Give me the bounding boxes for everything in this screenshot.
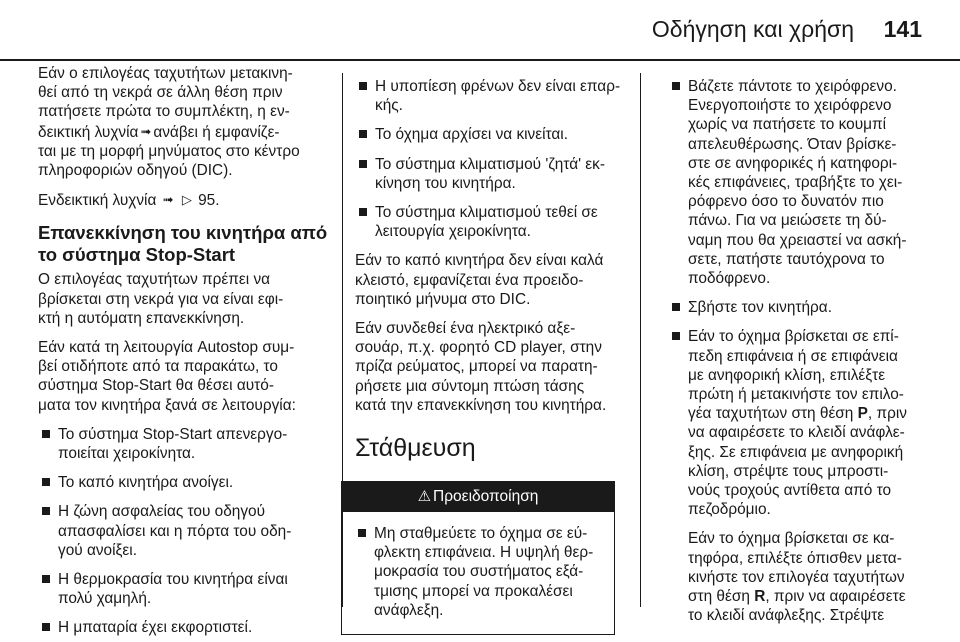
- text-line: στε σε ανηφορικές ή κατηφορι-: [688, 154, 898, 172]
- warning-body: [342, 512, 614, 634]
- bullet-item: [38, 473, 328, 492]
- text-line: Μη σταθμεύετε το όχημα σε εύ-: [374, 525, 588, 543]
- text-line: κίνηση του κινητήρα.: [375, 174, 516, 192]
- gear-position-r: R: [754, 588, 766, 606]
- text-line: ρήσετε μια σύντομη πτώση τάσης: [355, 377, 585, 395]
- text-fragment: δεικτική λυχνία: [38, 123, 139, 141]
- text-fragment: ανάβει ή εμφανίζε-: [153, 123, 280, 141]
- bullet-marker: [42, 623, 50, 631]
- text-line: λειτουργία χειροκίνητα.: [375, 223, 531, 241]
- paragraph: [38, 270, 328, 328]
- paragraph: [355, 319, 627, 415]
- bullet-item: [355, 203, 627, 241]
- text-line: ποιητικό μήνυμα στο DIC.: [355, 290, 531, 308]
- text-line: Το σύστημα κλιματισμού 'ζητά' εκ-: [375, 155, 605, 173]
- text-line: Το καπό κινητήρα ανοίγει.: [58, 474, 234, 492]
- bullet-marker: [359, 160, 367, 168]
- text-line: ρόφρενο όσο το δυνατόν πιο: [688, 193, 884, 211]
- bullet-marker: [42, 430, 50, 438]
- text-line: κής.: [375, 97, 403, 115]
- bullet-item: [355, 77, 627, 115]
- bullet-item: [668, 327, 930, 519]
- bullet-item: [355, 125, 627, 144]
- text-line: πατήσετε πρώτα το συμπλέκτη, η εν-: [38, 103, 290, 121]
- text-line: Το σύστημα Stop-Start απενεργο-: [58, 425, 288, 443]
- bullet-item: [38, 618, 328, 637]
- text-line: ματα τον κινητήρα ξανά σε λειτουργία:: [38, 396, 296, 414]
- text-line: κλίση, στρέψτε τους μπροστι-: [688, 462, 889, 480]
- paragraph: [355, 251, 627, 309]
- text-line: Εάν κατά τη λειτουργία Autostop συμ-: [38, 339, 295, 357]
- gear-position-p: P: [857, 405, 868, 423]
- text-line: [688, 404, 930, 423]
- warning-box: [341, 481, 615, 635]
- text-line: βεί οτιδήποτε από τα παρακάτω, το: [38, 358, 278, 376]
- text-line: πάνω. Για να μειώσετε τη δύ-: [688, 212, 887, 230]
- text-line: ανάφλεξη.: [374, 601, 444, 619]
- text-line: Ενεργοποιήστε το χειρόφρενο: [688, 97, 892, 115]
- text-line: Εάν το καπό κινητήρα δεν είναι καλά: [355, 252, 604, 270]
- text-line: να αφαιρέσετε το κλειδί ανάφλε-: [688, 424, 905, 442]
- bullet-marker: [672, 303, 680, 311]
- bullet-marker: [359, 130, 367, 138]
- text-line: Το σύστημα κλιματισμού τεθεί σε: [375, 204, 598, 222]
- text-line: Η υποπίεση φρένων δεν είναι επαρ-: [375, 78, 621, 95]
- text-line: το κλειδί ανάφλεξης. Στρέψτε: [688, 607, 885, 625]
- text-line: πρίζα ρεύματος, μπορεί να παρατη-: [355, 358, 598, 376]
- bullet-item: [355, 155, 627, 193]
- text-line: πεδη επιφάνεια ή σε επιφάνεια: [688, 347, 898, 365]
- heading-line: Επανεκκίνηση του κινητήρα από: [38, 222, 328, 244]
- text-fragment: , πριν να αφαιρέσετε: [765, 588, 906, 606]
- text-line: Βάζετε πάντοτε το χειρόφρενο.: [688, 78, 897, 95]
- text-fragment: , πριν: [867, 405, 907, 423]
- reference-text: Ενδεικτική λυχνία: [38, 192, 157, 210]
- text-line: [38, 122, 328, 142]
- bullet-marker: [42, 575, 50, 583]
- text-line: σουάρ, π.χ. φορητό CD player, στην: [355, 339, 602, 357]
- text-line: γού ανοίξει.: [58, 541, 137, 559]
- text-line: Εάν το όχημα βρίσκεται σε κα-: [688, 530, 895, 548]
- text-line: τηφόρα, επιλέξτε όπισθεν μετα-: [688, 549, 902, 567]
- text-line: βρίσκεται στη νεκρά για να είναι εφι-: [38, 290, 284, 308]
- indicator-reference: [38, 190, 328, 210]
- text-line: κατά την επανεκκίνηση του κινητήρα.: [355, 396, 607, 414]
- text-line: θεί από τη νεκρά σε άλλη θέση πριν: [38, 84, 283, 102]
- text-fragment: στη θέση: [688, 588, 750, 606]
- text-line: ξης. Σε επιφάνεια με ανηφορική: [688, 443, 904, 461]
- bullet-item: [354, 524, 602, 620]
- text-line: πεζοδρόμιο.: [688, 501, 771, 519]
- text-line: απασφαλίσει και η πόρτα του οδη-: [58, 522, 292, 540]
- text-line: ποιείται χειροκίνητα.: [58, 445, 196, 463]
- text-line: μοκρασία του συστήματος εξά-: [374, 563, 584, 581]
- autostop-indicator-icon: ➟: [162, 192, 174, 208]
- text-line: ποδόφρενο.: [688, 270, 771, 288]
- text-line: Εάν ο επιλογέας ταχυτήτων μετακινη-: [38, 65, 293, 82]
- text-line: σετε, πατήστε ταυτόχρονα το: [688, 250, 885, 268]
- header-rule: [0, 59, 960, 61]
- bullet-item: [38, 502, 328, 560]
- bullet-marker: [672, 82, 680, 90]
- text-line: κές επιφάνειες, τραβήξτε το χει-: [688, 174, 903, 192]
- bullet-marker: [42, 478, 50, 486]
- text-line: τμισης μπορεί να προκαλέσει: [374, 582, 573, 600]
- section-heading-restart: [38, 222, 328, 266]
- text-line: φλεκτη επιφάνεια. Η υψηλή θερ-: [374, 544, 594, 562]
- column-right: [668, 77, 930, 625]
- sub-paragraph: [668, 529, 930, 625]
- column-left: [38, 64, 328, 637]
- text-line: Η θερμοκρασία του κινητήρα είναι: [58, 571, 288, 589]
- text-line: Η μπαταρία έχει εκφορτιστεί.: [58, 619, 253, 637]
- warning-triangle-icon: ⚠: [417, 488, 432, 506]
- bullet-item: [38, 570, 328, 608]
- text-line: Ο επιλογέας ταχυτήτων πρέπει να: [38, 271, 271, 289]
- text-line: νούς τροχούς αντίθετα από το: [688, 482, 892, 500]
- text-line: Εάν συνδεθεί ένα ηλεκτρικό αξε-: [355, 320, 576, 338]
- text-line: Η ζώνη ασφαλείας του οδηγού: [58, 503, 266, 521]
- text-line: πρώτη ή μετακινήστε τον επιλο-: [688, 386, 904, 404]
- bullet-marker: [42, 507, 50, 515]
- text-line: κτή η αυτόματη επανεκκίνηση.: [38, 309, 245, 327]
- page-number: 141: [883, 16, 922, 42]
- text-line: απελευθέρωσης. Όταν βρίσκε-: [688, 135, 897, 153]
- column-divider: [640, 73, 641, 607]
- bullet-marker: [359, 208, 367, 216]
- text-line: κλειστό, εμφανίζεται ένα προειδο-: [355, 271, 584, 289]
- autostop-indicator-icon: ➟: [140, 123, 152, 139]
- text-line: κινήστε τον επιλογέα ταχυτήτων: [688, 568, 905, 586]
- text-line: ται με τη μορφή μηνύματος στο κέντρο: [38, 142, 300, 160]
- warning-header: [342, 482, 614, 512]
- bullet-item: [668, 77, 930, 288]
- page-header-title: Οδήγηση και χρήση: [651, 16, 854, 42]
- bullet-item: [668, 298, 930, 317]
- text-line: πληροφοριών οδηγού (DIC).: [38, 162, 233, 180]
- text-line: χωρίς να πατήσετε το κουμπί: [688, 116, 887, 134]
- text-line: [688, 587, 930, 606]
- reference-page[interactable]: 95.: [198, 192, 220, 210]
- bullet-marker: [358, 529, 366, 537]
- bullet-item: [38, 425, 328, 463]
- intro-paragraph: [38, 64, 328, 180]
- text-line: Σβήστε τον κινητήρα.: [688, 299, 832, 317]
- column-middle: [355, 77, 627, 619]
- paragraph: [38, 338, 328, 415]
- text-line: Εάν το όχημα βρίσκεται σε επί-: [688, 328, 899, 346]
- text-line: με ανηφορική κλίση, επιλέξτε: [688, 366, 886, 384]
- bullet-marker: [672, 332, 680, 340]
- heading-line: το σύστημα Stop-Start: [38, 244, 236, 266]
- text-line: σύστημα Stop-Start θα θέσει αυτό-: [38, 377, 274, 395]
- reference-arrow-icon: ▷: [181, 192, 192, 208]
- text-line: πολύ χαμηλή.: [58, 590, 152, 608]
- text-line: Το όχημα αρχίσει να κινείται.: [375, 126, 568, 144]
- bullet-marker: [359, 82, 367, 90]
- section-heading-parking: Στάθμευση: [355, 434, 476, 463]
- text-line: ναμη που θα χρειαστεί να ασκή-: [688, 231, 907, 249]
- warning-title: Προειδοποίηση: [433, 488, 539, 506]
- text-fragment: γέα ταχυτήτων στη θέση: [688, 405, 854, 423]
